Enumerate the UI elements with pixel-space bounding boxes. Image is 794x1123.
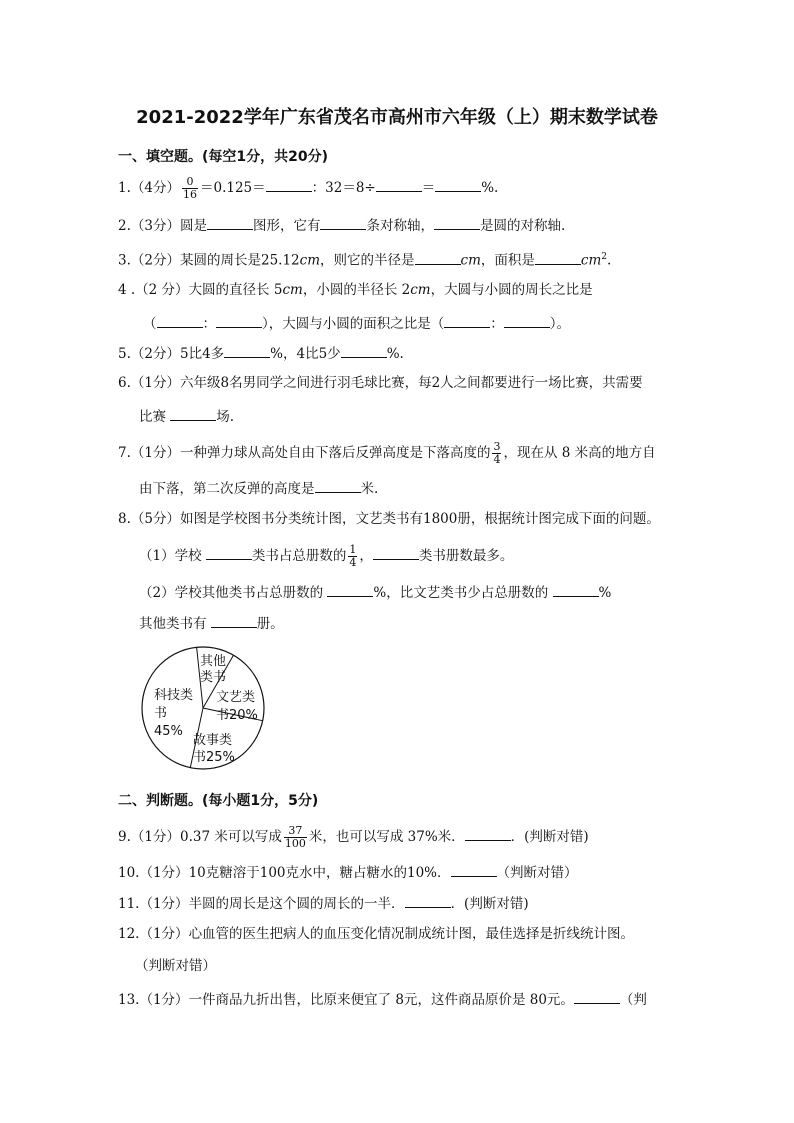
answer-blank[interactable] <box>157 313 203 328</box>
question-6: 6.（1分）六年级8名男同学之间进行羽毛球比赛，每2人之间都要进行一场比赛，共需要 <box>118 375 643 391</box>
label-story-2: 书25% <box>193 750 235 765</box>
question-1: 1.（4分） $\frac{0}{16}$ ＝0.125＝ ：32＝8÷ ＝ %. <box>118 175 499 201</box>
answer-blank[interactable] <box>206 545 252 560</box>
answer-blank[interactable] <box>341 343 387 358</box>
question-9: 9.（1分）0.37 米可以写成 $\frac{37}{100}$ 米，也可以写成 37%米． ．(判断对错) <box>118 824 589 850</box>
answer-blank[interactable] <box>535 250 581 265</box>
answer-blank[interactable] <box>266 177 312 192</box>
label-sci-2: 书 <box>154 706 168 721</box>
answer-blank[interactable] <box>405 893 451 908</box>
answer-blank[interactable] <box>320 215 366 230</box>
question-7-line2: 由下落，第二次反弹的高度是 米. <box>139 478 378 498</box>
label-other-1: 其他 <box>200 654 227 669</box>
label-other-2: 类书 <box>200 670 227 685</box>
answer-blank[interactable] <box>376 177 422 192</box>
answer-blank[interactable] <box>553 582 599 597</box>
answer-blank[interactable] <box>327 582 373 597</box>
question-6-line2: 比赛 场. <box>139 406 234 426</box>
pie-chart <box>138 645 268 775</box>
question-8-part1: （1）学校 类书占总册数的 $\frac{1}{4}$ ， 类书册数最多。 <box>139 543 514 569</box>
label-story-1: 故事类 <box>193 733 233 748</box>
question-8-part2: （2）学校其他类书占总册数的 %，比文艺类书少占总册数的 % <box>139 582 611 602</box>
question-2: 2.（3分）圆是 图形，它有 条对称轴， 是圆的对称轴. <box>118 215 565 235</box>
answer-blank[interactable] <box>211 613 257 628</box>
answer-blank[interactable] <box>170 406 216 421</box>
question-8: 8.（5分）如图是学校图书分类统计图，文艺类书有1800册，根据统计图完成下面的问题。 <box>118 511 660 527</box>
answer-blank[interactable] <box>434 215 480 230</box>
label-art-1: 文艺类 <box>216 690 256 705</box>
question-13: 13.（1分）一件商品九折出售，比原来便宜了 8元，这件商品原价是 80元。 （判 <box>118 989 647 1009</box>
answer-blank[interactable] <box>224 343 270 358</box>
question-11: 11.（1分）半圆的周长是这个圆的周长的一半． ．(判断对错) <box>118 893 529 913</box>
answer-blank[interactable] <box>435 177 481 192</box>
fraction: $\frac{37}{100}$ <box>284 824 306 850</box>
answer-blank[interactable] <box>415 250 461 265</box>
page-title: 2021-2022学年广东省茂名市高州市六年级（上）期末数学试卷 <box>136 107 658 128</box>
answer-blank[interactable] <box>574 989 620 1004</box>
section-judge-title: 二、判断题。(每小题1分，5分) <box>118 793 319 809</box>
question-12-line2: （判断对错） <box>135 958 216 974</box>
question-4-line2: （ ： ），大圆与小圆的面积之比是（ ： ）。 <box>143 313 570 333</box>
label-sci-1: 科技类 <box>154 688 194 703</box>
answer-blank[interactable] <box>465 826 511 841</box>
answer-blank[interactable] <box>207 215 253 230</box>
answer-blank[interactable] <box>373 545 419 560</box>
label-art-2: 书20% <box>216 708 258 723</box>
answer-blank[interactable] <box>451 862 497 877</box>
fraction: $\frac{0}{16}$ <box>182 175 197 201</box>
question-4: 4 .（2 分）大圆的直径长 5cm，小圆的半径长 2cm，大圆与小圆的周长之比是 <box>118 282 593 298</box>
answer-blank[interactable] <box>504 313 550 328</box>
question-3: 3.（2分）某圆的周长是25.12cm，则它的半径是 cm，面积是 $cm^2$. <box>118 248 611 270</box>
fraction: $\frac{3}{4}$ <box>493 440 501 466</box>
answer-blank[interactable] <box>216 313 262 328</box>
label-sci-3: 45% <box>154 724 183 739</box>
question-10: 10.（1分）10克糖溶于100克水中，糖占糖水的10%． （判断对错） <box>118 862 578 882</box>
answer-blank[interactable] <box>444 313 490 328</box>
question-5: 5.（2分）5比4多 %，4比5少 %. <box>118 343 404 363</box>
answer-blank[interactable] <box>315 478 361 493</box>
question-12: 12.（1分）心血管的医生把病人的血压变化情况制成统计图，最佳选择是折线统计图。 <box>118 926 635 942</box>
fraction: $\frac{1}{4}$ <box>349 543 357 569</box>
question-8-part3: 其他类书有 册。 <box>139 613 284 633</box>
question-7: 7.（1分）一种弹力球从高处自由下落后反弹高度是下落高度的 $\frac{3}{4}$ ，现在从 8 米高的地方自 <box>118 440 656 466</box>
section-fill-in-title: 一、填空题。(每空1分，共20分) <box>118 149 329 165</box>
